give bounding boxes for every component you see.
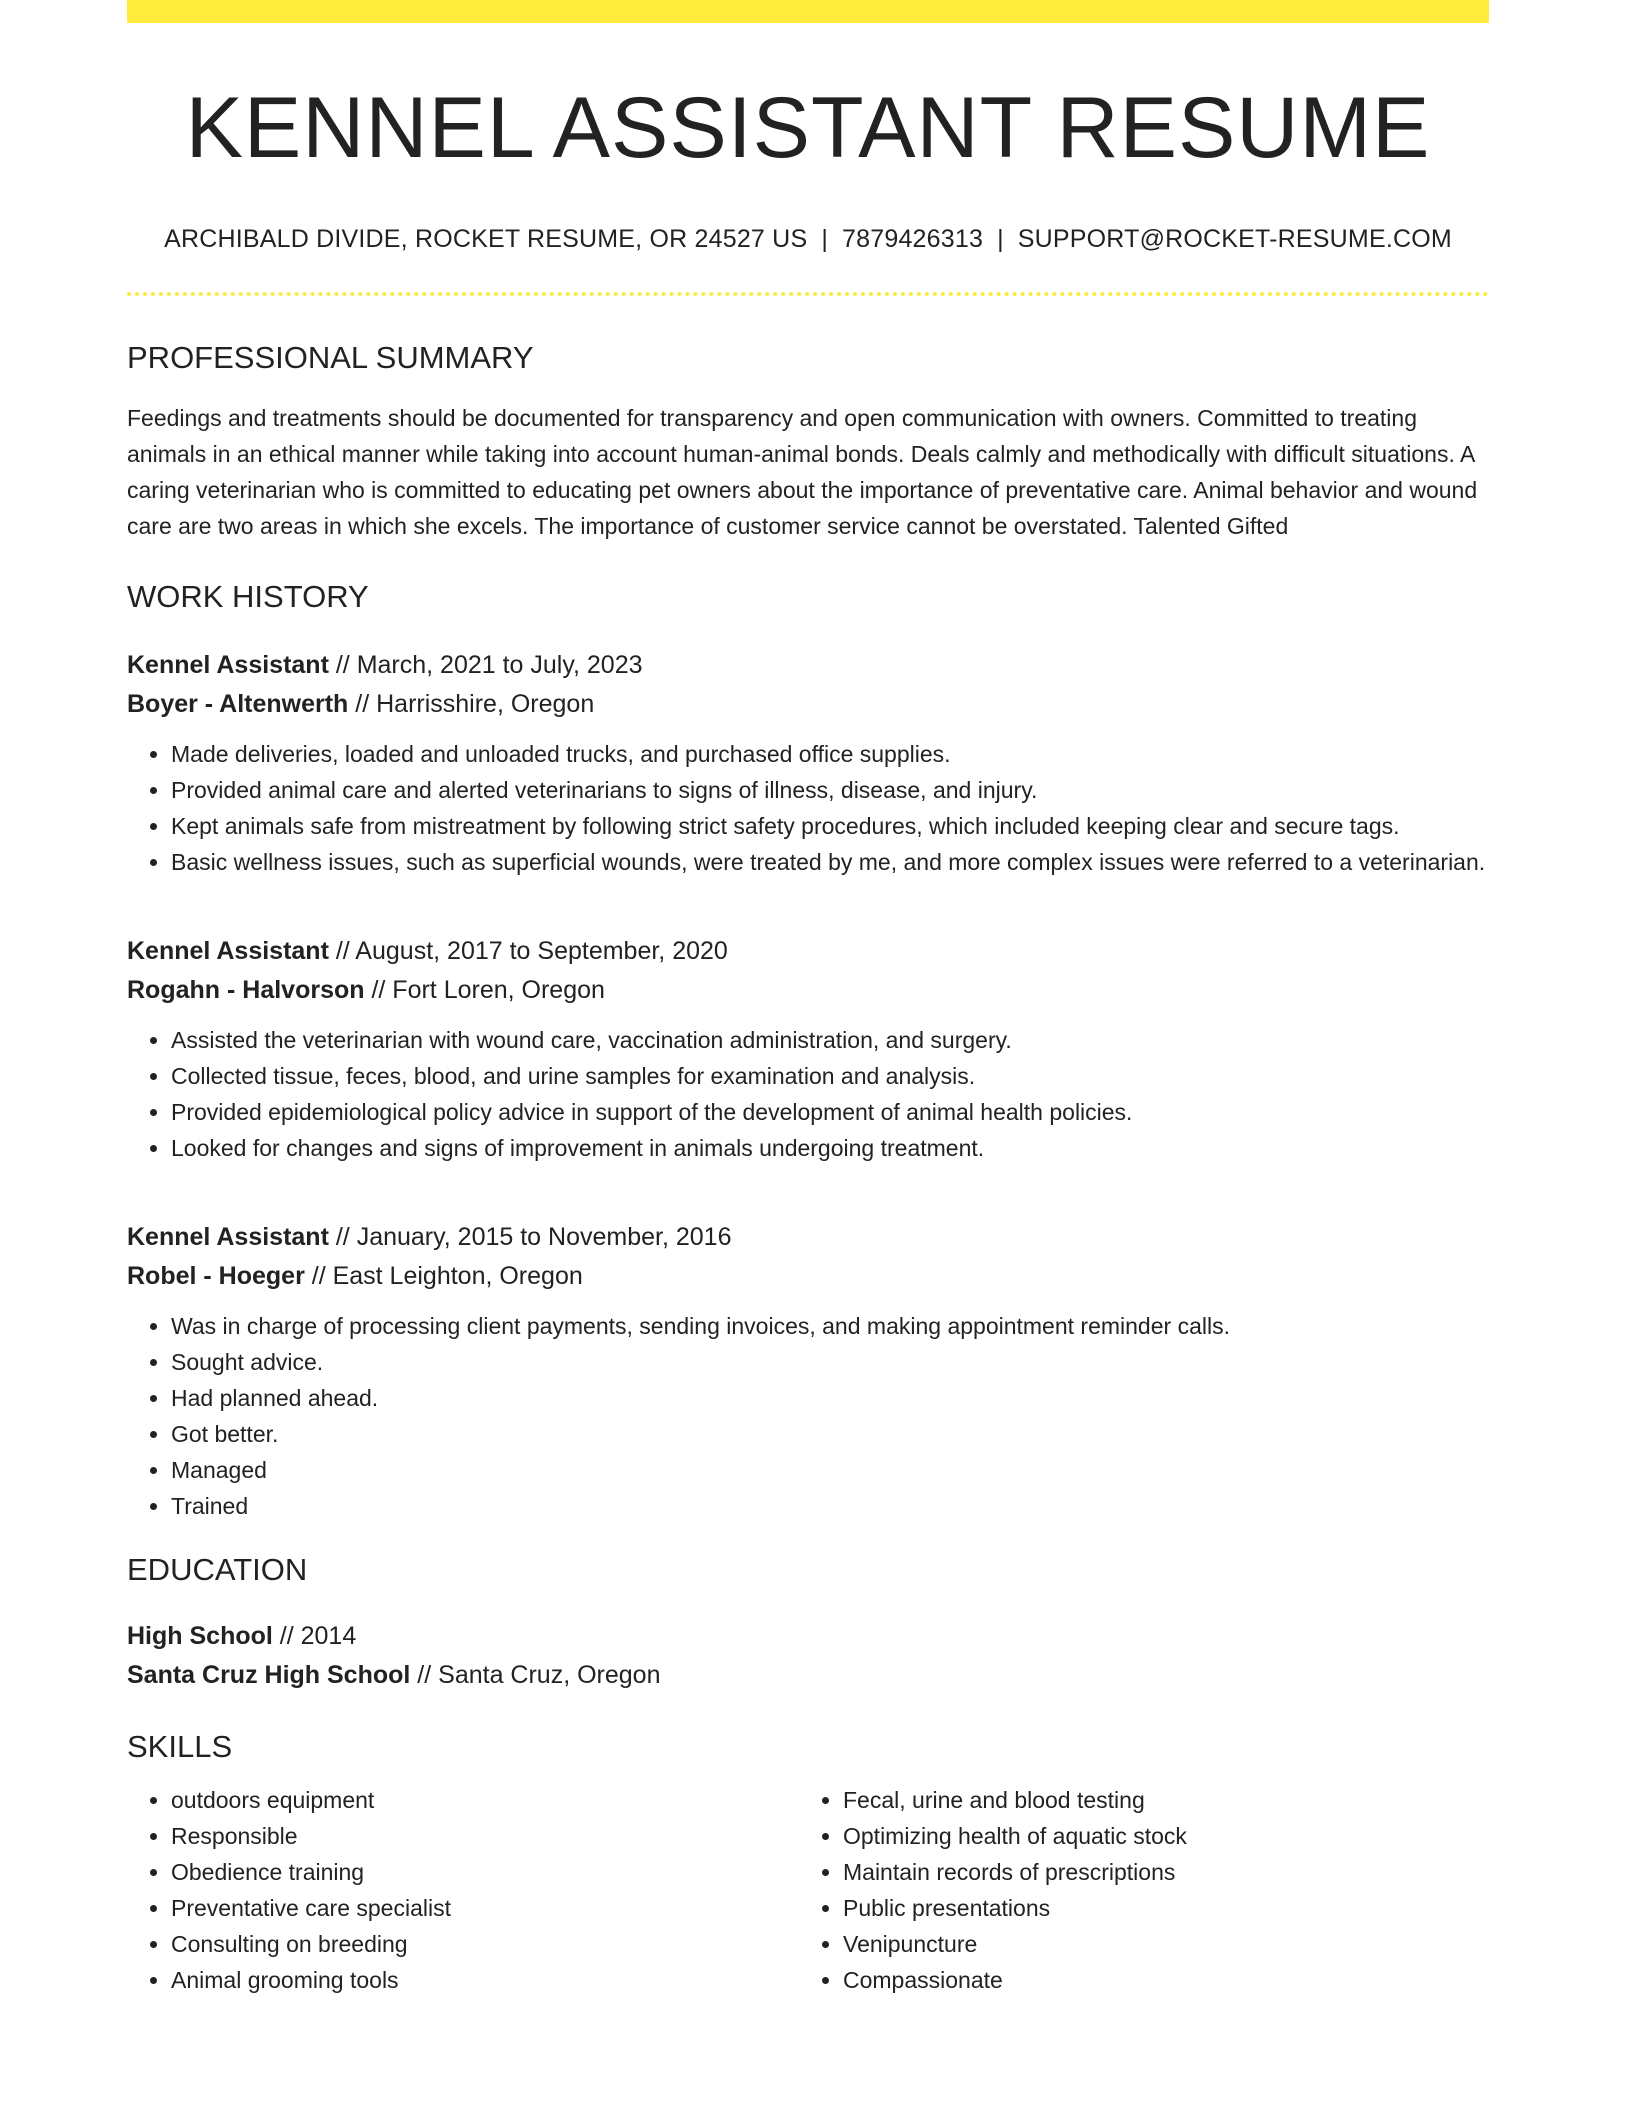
job-bullet: • Was in charge of processing client payments, sending invoices, and making appointment reminder calls. — [171, 1308, 1489, 1344]
job-bullet: • Got better. — [171, 1416, 1489, 1452]
job-company-line — [127, 685, 1489, 724]
resume-page — [127, 0, 1489, 1998]
skill-item: • Venipuncture — [843, 1926, 1471, 1962]
education-degree: High School — [127, 1622, 273, 1650]
job-company: Rogahn - Halvorson — [127, 976, 365, 1004]
skill-item: • Animal grooming tools — [171, 1962, 799, 1998]
job-location: // East Leighton, Oregon — [304, 1262, 583, 1290]
job-company-line — [127, 1257, 1489, 1296]
skill-item: • Obedience training — [171, 1854, 799, 1890]
skill-item: • Fecal, urine and blood testing — [843, 1782, 1471, 1818]
job-entry — [127, 1218, 1489, 1524]
education-location: // Santa Cruz, Oregon — [410, 1661, 661, 1689]
job-bullet: • Collected tissue, feces, blood, and urine samples for examination and analysis. — [171, 1058, 1489, 1094]
skills-list-right — [799, 1782, 1471, 1998]
education-year: // 2014 — [272, 1622, 357, 1650]
job-bullet: • Looked for changes and signs of improvement in animals undergoing treatment. — [171, 1130, 1489, 1166]
skill-item: • Compassionate — [843, 1962, 1471, 1998]
skills-list-left — [127, 1782, 799, 1998]
job-bullet: • Sought advice. — [171, 1344, 1489, 1380]
resume-title: KENNEL ASSISTANT RESUME — [185, 80, 1431, 176]
skill-item: • Optimizing health of aquatic stock — [843, 1818, 1471, 1854]
work-history-heading: WORK HISTORY — [127, 579, 369, 614]
skill-item: • Responsible — [171, 1818, 799, 1854]
summary-text: Feedings and treatments should be documented for transparency and open communication with owners. Committed to treating animals in an ethical manner while taking into account human-animal bonds. Deals calmly and methodically with difficult situations. A caring veterinarian who is committed to educating pet owners about the importance of preventative care. Animal behavior and wound care are two areas in which she excels. The importance of customer service cannot be overstated. Talented Gifted — [127, 405, 1478, 539]
skill-item: • Consulting on breeding — [171, 1926, 799, 1962]
education-entry — [127, 1617, 1489, 1695]
contact-phone: 7879426313 — [842, 225, 984, 253]
top-accent-bar — [127, 0, 1489, 23]
skills-heading: SKILLS — [127, 1729, 233, 1764]
job-bullet: • Kept animals safe from mistreatment by following strict safety procedures, which included keeping clear and secure tags. — [171, 808, 1489, 844]
contact-separator: | — [821, 225, 829, 253]
contact-address: ARCHIBALD DIVIDE, ROCKET RESUME, OR 24527 US — [164, 225, 808, 253]
job-bullets — [127, 736, 1489, 880]
job-role: Kennel Assistant — [127, 1223, 329, 1251]
job-bullet: • Basic wellness issues, such as superficial wounds, were treated by me, and more complex issues were referred to a veterinarian. — [171, 844, 1489, 880]
job-bullets — [127, 1308, 1489, 1524]
job-bullet: • Made deliveries, loaded and unloaded trucks, and purchased office supplies. — [171, 736, 1489, 772]
job-title-line — [127, 646, 1489, 685]
job-bullet: • Trained — [171, 1488, 1489, 1524]
job-bullet: • Assisted the veterinarian with wound care, vaccination administration, and surgery. — [171, 1022, 1489, 1058]
contact-line — [127, 227, 1489, 252]
job-location: // Fort Loren, Oregon — [364, 976, 605, 1004]
contact-email: SUPPORT@ROCKET-RESUME.COM — [1017, 225, 1452, 253]
job-bullet: • Provided animal care and alerted veterinarians to signs of illness, disease, and injury. — [171, 772, 1489, 808]
job-bullets — [127, 1022, 1489, 1166]
job-dates: // January, 2015 to November, 2016 — [328, 1223, 732, 1251]
job-title-line — [127, 1218, 1489, 1257]
job-entry — [127, 932, 1489, 1166]
job-role: Kennel Assistant — [127, 937, 329, 965]
skill-item: • outdoors equipment — [171, 1782, 799, 1818]
job-dates: // August, 2017 to September, 2020 — [328, 937, 728, 965]
job-dates: // March, 2021 to July, 2023 — [328, 651, 643, 679]
job-bullet: • Managed — [171, 1452, 1489, 1488]
job-company-line — [127, 971, 1489, 1010]
education-degree-line — [127, 1617, 1489, 1656]
skill-item: • Maintain records of prescriptions — [843, 1854, 1471, 1890]
job-title-line — [127, 932, 1489, 971]
job-bullet: • Provided epidemiological policy advice in support of the development of animal health policies. — [171, 1094, 1489, 1130]
education-school-line — [127, 1656, 1489, 1695]
job-bullet: • Had planned ahead. — [171, 1380, 1489, 1416]
skill-item: • Preventative care specialist — [171, 1890, 799, 1926]
skill-item: • Public presentations — [843, 1890, 1471, 1926]
summary-heading: PROFESSIONAL SUMMARY — [127, 340, 534, 375]
contact-separator: | — [997, 225, 1004, 253]
skills-columns — [127, 1782, 1489, 1998]
job-entry — [127, 646, 1489, 880]
job-role: Kennel Assistant — [127, 651, 329, 679]
job-location: // Harrisshire, Oregon — [348, 690, 595, 718]
education-school: Santa Cruz High School — [127, 1661, 411, 1689]
education-heading: EDUCATION — [127, 1552, 308, 1587]
job-company: Robel - Hoeger — [127, 1262, 305, 1290]
job-company: Boyer - Altenwerth — [127, 690, 349, 718]
dotted-divider — [127, 292, 1489, 296]
